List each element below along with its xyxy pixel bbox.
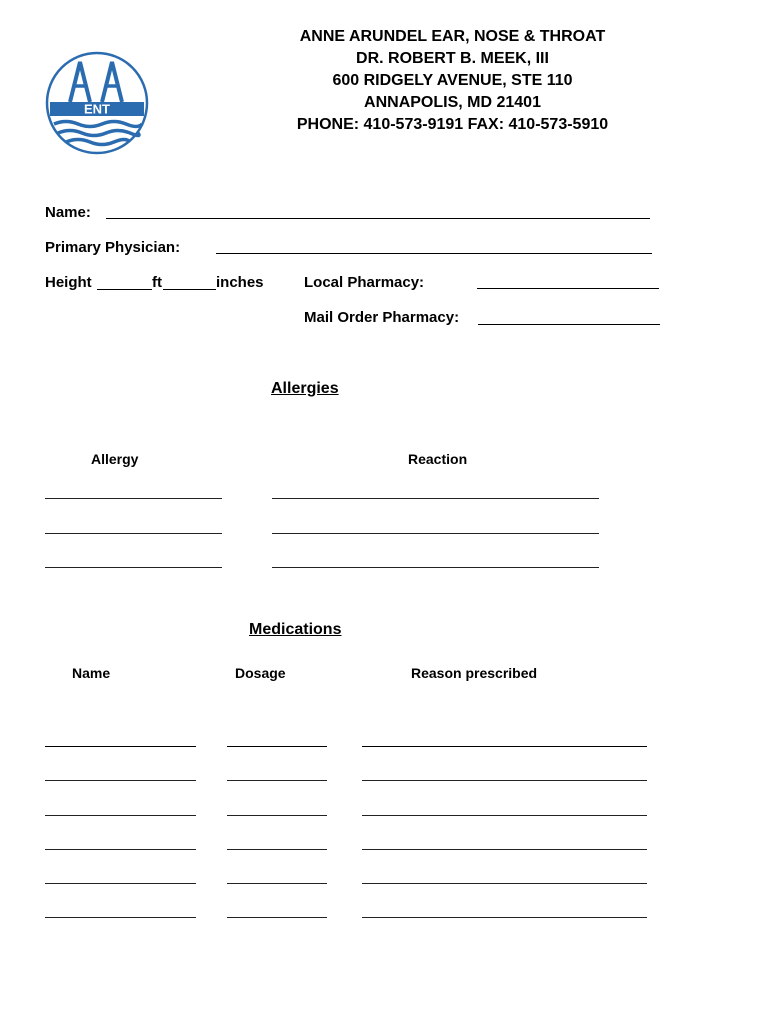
local-pharmacy-field[interactable] — [477, 288, 659, 289]
mail-order-pharmacy-label: Mail Order Pharmacy: — [304, 309, 460, 326]
street-address: 600 RIDGELY AVENUE, STE 110 — [332, 72, 573, 89]
name-field[interactable] — [106, 218, 650, 219]
reason-field[interactable] — [362, 746, 647, 747]
dosage-field[interactable] — [227, 917, 327, 918]
name-label: Name: — [45, 204, 91, 221]
allergy-field[interactable] — [45, 567, 222, 568]
med-name-field[interactable] — [45, 746, 196, 747]
local-pharmacy-label: Local Pharmacy: — [304, 274, 425, 291]
allergy-field[interactable] — [45, 498, 222, 499]
logo-text: ENT — [84, 101, 110, 117]
height-feet-field[interactable] — [97, 289, 152, 290]
ent-logo — [44, 50, 150, 156]
reason-field[interactable] — [362, 883, 647, 884]
inches-label: inches — [216, 274, 264, 291]
height-label: Height — [45, 274, 92, 291]
dosage-field[interactable] — [227, 815, 327, 816]
dosage-field[interactable] — [227, 780, 327, 781]
allergy-field[interactable] — [45, 533, 222, 534]
doctor-name: DR. ROBERT B. MEEK, III — [356, 50, 549, 67]
height-inches-field[interactable] — [163, 289, 216, 290]
dosage-column-header: Dosage — [235, 665, 286, 681]
mail-order-pharmacy-field[interactable] — [478, 324, 660, 325]
reaction-column-header: Reaction — [408, 451, 468, 467]
med-name-field[interactable] — [45, 815, 196, 816]
med-name-field[interactable] — [45, 883, 196, 884]
med-name-field[interactable] — [45, 917, 196, 918]
med-name-column-header: Name — [72, 665, 111, 681]
dosage-field[interactable] — [227, 746, 327, 747]
reason-field[interactable] — [362, 815, 647, 816]
primary-physician-label: Primary Physician: — [45, 239, 181, 256]
allergy-column-header: Allergy — [91, 451, 139, 467]
reason-field[interactable] — [362, 917, 647, 918]
practice-name: ANNE ARUNDEL EAR, NOSE & THROAT — [299, 28, 606, 45]
reason-column-header: Reason prescribed — [411, 665, 538, 681]
medications-heading: Medications — [249, 621, 342, 638]
dosage-field[interactable] — [227, 849, 327, 850]
med-name-field[interactable] — [45, 849, 196, 850]
city-state-zip: ANNAPOLIS, MD 21401 — [364, 94, 541, 111]
dosage-field[interactable] — [227, 883, 327, 884]
reaction-field[interactable] — [272, 567, 599, 568]
phone-fax: PHONE: 410-573-9191 FAX: 410-573-5910 — [296, 116, 609, 133]
reason-field[interactable] — [362, 780, 647, 781]
reason-field[interactable] — [362, 849, 647, 850]
med-name-field[interactable] — [45, 780, 196, 781]
reaction-field[interactable] — [272, 498, 599, 499]
primary-physician-field[interactable] — [216, 253, 652, 254]
practice-header — [250, 26, 655, 136]
ft-label: ft — [152, 274, 162, 291]
reaction-field[interactable] — [272, 533, 599, 534]
allergies-heading: Allergies — [271, 380, 339, 397]
